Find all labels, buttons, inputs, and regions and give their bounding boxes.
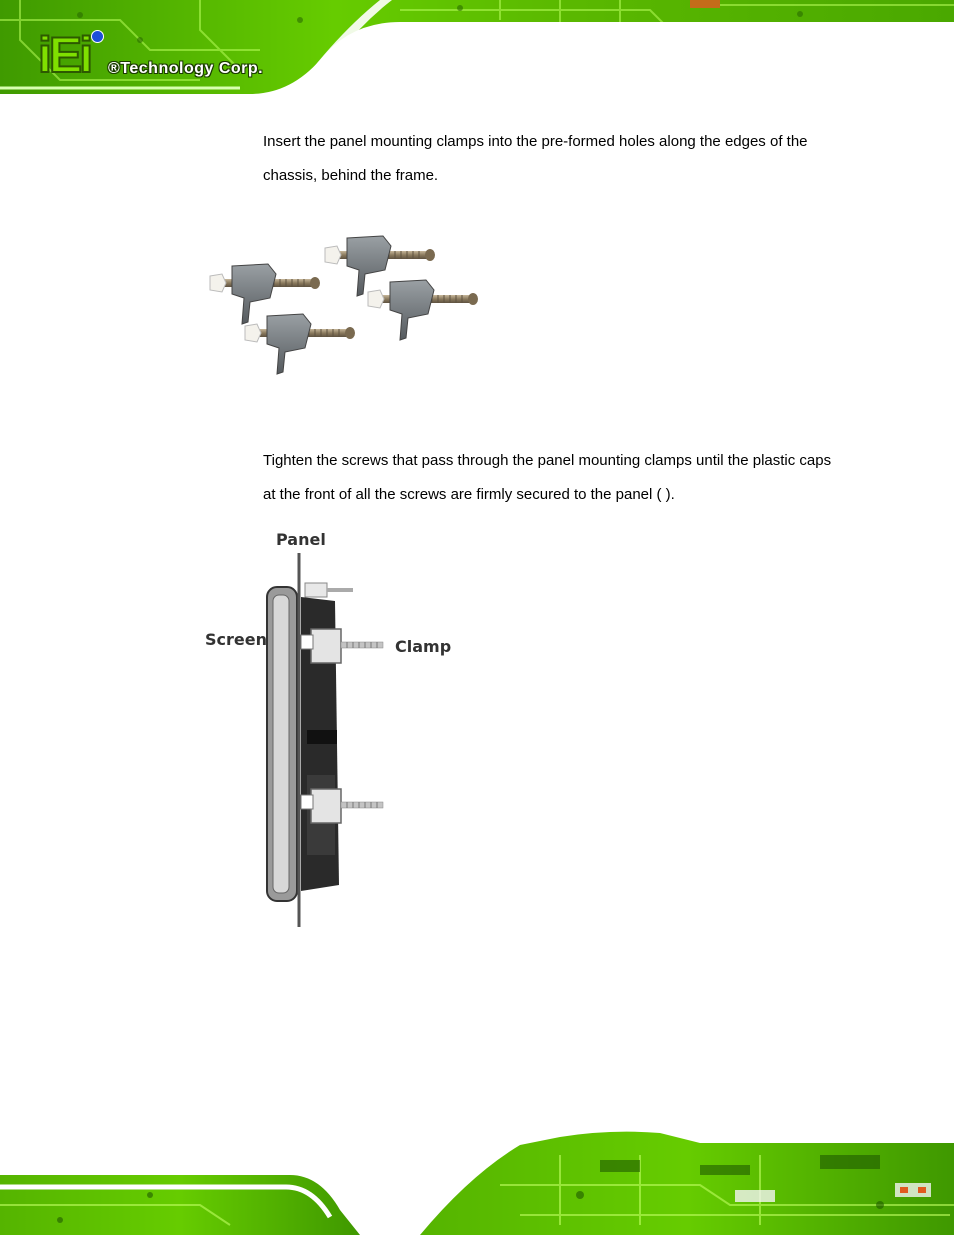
panel-label: Panel: [276, 530, 326, 549]
company-logo: [38, 27, 298, 86]
lower-clamp: [301, 789, 383, 823]
clamp-installation-side-view: [195, 525, 465, 935]
upper-clamp: [301, 629, 383, 663]
page-header: [0, 0, 954, 112]
clamp-3: [368, 280, 478, 340]
page-footer: [0, 1125, 954, 1235]
logo-mark: iEi: [38, 27, 91, 83]
screen-label: Screen: [205, 630, 267, 649]
logo-dot-icon: [91, 30, 104, 43]
pcb-footer-graphic: [0, 1125, 954, 1235]
clamp-label: Clamp: [395, 637, 452, 656]
clamp-4: [245, 314, 355, 374]
logo-company-name: ®Technology Corp.: [108, 60, 264, 77]
instruction-paragraph-2: Tighten the screws that pass through the panel mounting clamps until the plastic caps at the front of all the screws are firmly secured to the panel ( ).: [263, 452, 832, 503]
instruction-paragraph-1: Insert the panel mounting clamps into the pre-formed holes along the edges of the chassis, behind the frame.: [263, 133, 808, 184]
panel-mounting-clamps-figure: [200, 228, 480, 380]
